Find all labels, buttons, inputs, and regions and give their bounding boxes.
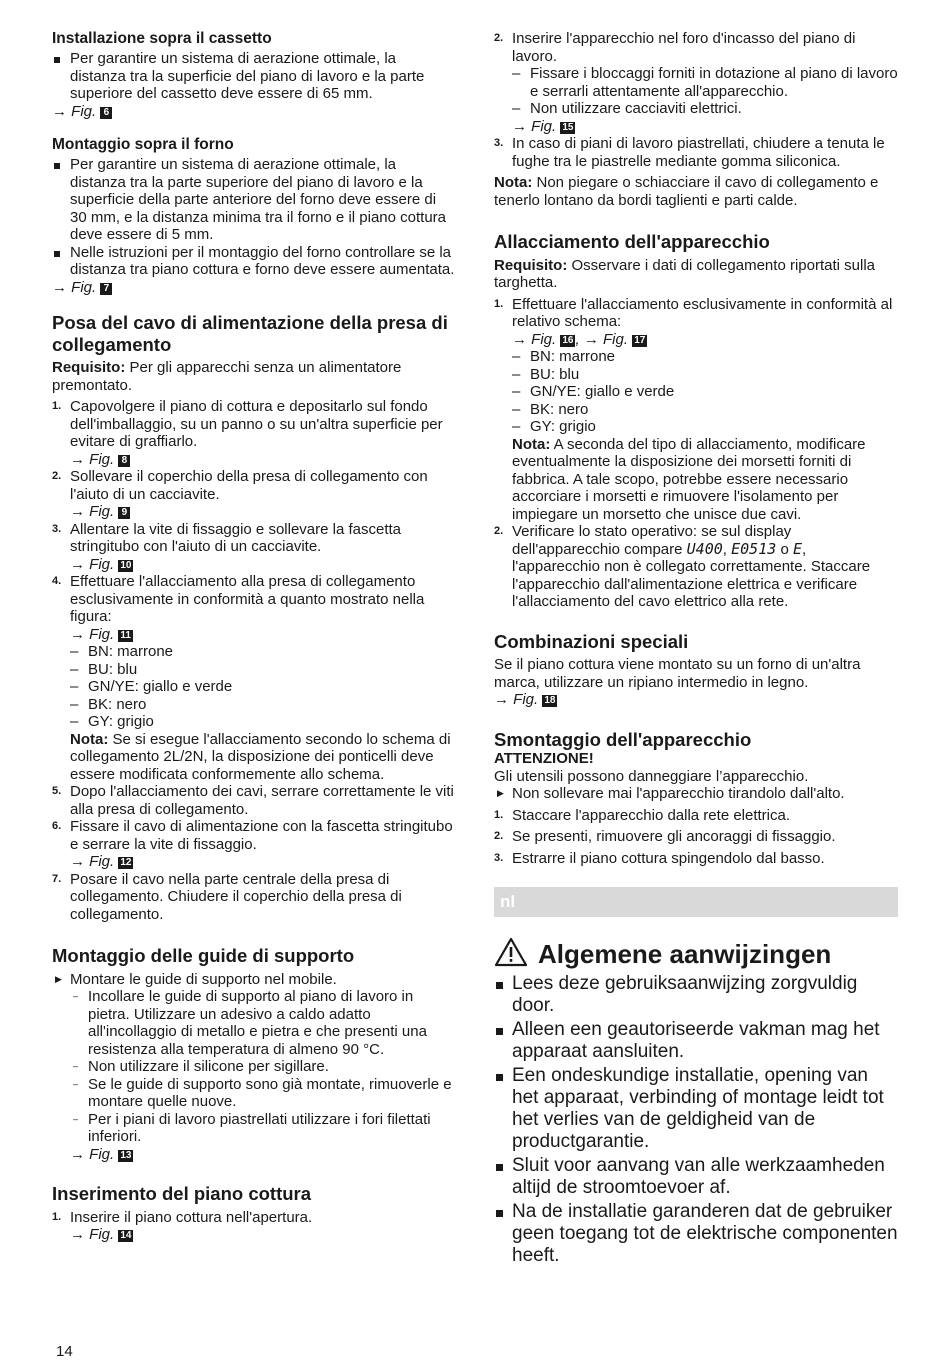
step-item: 2. Inserire l'apparecchio nel foro d'incasso del piano di lavoro. – Fissare i bloccaggi forniti in dotazione al piano di lavoro e serrarli attentamente all'apparecchio. – Non utilizzare cacciaviti elettrici. → Fig. 15 bbox=[494, 30, 898, 135]
section-montaggio-forno bbox=[52, 136, 456, 296]
bullet-item: Nelle istruzioni per il montaggio del forno controllare se la distanza tra piano cottura e forno deve essere aumentata. bbox=[52, 244, 456, 279]
step-item: 3. In caso di piani di lavoro piastrellati, chiudere a tenuta le fughe tra le piastrelle mediante gomma siliconica. bbox=[494, 135, 885, 170]
right-column bbox=[494, 30, 898, 1269]
square-bullet-icon bbox=[496, 1164, 503, 1171]
left-column bbox=[52, 30, 456, 1260]
bullet-item: Per garantire un sistema di aerazione ottimale, la distanza tra la superficie del piano di lavoro e la parte superiore del cassetto deve essere di 65 mm. bbox=[52, 50, 456, 103]
display-code: E0513 bbox=[731, 539, 777, 558]
section-heading: Montaggio delle guide di supporto bbox=[52, 945, 355, 966]
square-bullet-icon bbox=[496, 982, 503, 989]
section-heading: Inserimento del piano cottura bbox=[52, 1183, 312, 1204]
section-heading: Posa del cavo di alimentazione della presa di collegamento bbox=[52, 312, 448, 355]
language-bar bbox=[494, 887, 898, 917]
step-item: 6. Fissare il cavo di alimentazione con la fascetta stringitubo e serrare la vite di fissaggio. → Fig. 12 bbox=[52, 818, 456, 871]
warning-text: Gli utensili possono danneggiare l’apparecchio. bbox=[494, 767, 809, 785]
wire-color-item: – GY: grigio bbox=[70, 713, 154, 730]
detail-item: – Non utilizzare cacciaviti elettrici. bbox=[512, 100, 742, 117]
nl-bullet-item: Lees deze gebruiksaanwijzing zorgvuldig door. bbox=[494, 973, 898, 1017]
triangle-bullet-icon: ▶ bbox=[55, 973, 62, 984]
detail-item: – Incollare le guide di supporto al piano di lavoro in pietra. Utilizzare un adesivo a caldo adatto all'incollaggio di metallo e pietra e che presenti una resistenza alla temperatura di almeno 90 °C. bbox=[73, 988, 427, 1058]
figure-reference: → Fig. 11 bbox=[70, 625, 131, 643]
figure-number-badge: 7 bbox=[100, 283, 112, 295]
section-inserimento bbox=[52, 1183, 456, 1244]
section-combinazioni: Combinazioni speciali Se il piano cottura viene montato su un forno di un'altra marca, utilizzare un ripiano intermedio in legno. → Fig. 18 bbox=[494, 631, 898, 709]
step-item: 1. Staccare l'apparecchio dalla rete elettrica. bbox=[494, 806, 791, 824]
wire-color-item: – BU: blu bbox=[70, 660, 138, 678]
section-installazione-cassetto bbox=[52, 30, 456, 120]
square-bullet-icon bbox=[54, 251, 60, 257]
section-heading: Montaggio sopra il forno bbox=[52, 136, 234, 153]
figure-reference: → Fig. 9 bbox=[70, 503, 456, 521]
requirement: Requisito: Osservare i dati di collegamento riportati sulla targhetta. bbox=[494, 256, 875, 291]
step-item: 2. Sollevare il coperchio della presa di collegamento con l'aiuto di un cacciavite. → Fig. 9 bbox=[52, 468, 456, 521]
section-guide-supporto bbox=[52, 945, 456, 1163]
step-item: 3. Allentare la vite di fissaggio e sollevare la fascetta stringitubo con l'aiuto di un cacciavite. → Fig. 10 bbox=[52, 521, 456, 574]
requirement: Requisito: Per gli apparecchi senza un alimentatore premontato. bbox=[52, 359, 402, 394]
figure-reference: → Fig. 13 bbox=[70, 1145, 132, 1163]
figure-reference: → Fig. 12 bbox=[70, 853, 132, 870]
step-item: 1. Effettuare l'allacciamento esclusivamente in conformità al relativo schema: → Fig. 16 , → Fig. 17 – BN: marrone – BU: blu – GN/YE: giallo e verde – BK: nero – GY: grigio Nota: A seconda del tipo di allacciamento, modificare eventualmente la disposizione dei morsetti forniti di fabbrica. A tale scopo, potrebbe essere necessario accorciare i morsetti e rimuovere l'isolamento per impiegare un morsetto che unisce due cavi. bbox=[494, 296, 898, 524]
section-heading: Combinazioni speciali bbox=[494, 630, 689, 652]
action-item: ▶ Non sollevare mai l'apparecchio tirandolo dall'alto. bbox=[497, 785, 845, 802]
nl-bullet-item: Na de installatie garanderen dat de gebruiker geen toegang tot de elektrische componenten heeft. bbox=[494, 1201, 898, 1267]
detail-item: – Non utilizzare il silicone per sigillare. bbox=[73, 1058, 329, 1075]
wire-color-item: – GN/YE: giallo e verde bbox=[70, 678, 233, 695]
wire-color-item: – BK: nero bbox=[512, 400, 589, 418]
warning-triangle-icon bbox=[494, 937, 528, 967]
figure-reference: → Fig. 6 bbox=[52, 103, 456, 121]
language-code: nl bbox=[500, 892, 516, 911]
warning-label: ATTENZIONE! bbox=[494, 750, 594, 767]
wire-color-item: – BU: blu bbox=[512, 365, 580, 383]
square-bullet-icon bbox=[54, 57, 60, 63]
figure-number-badge: 6 bbox=[100, 107, 112, 119]
section-heading: Installazione sopra il cassetto bbox=[52, 30, 272, 47]
figure-reference: → Fig. 15 bbox=[512, 117, 574, 135]
display-code: E bbox=[792, 539, 802, 558]
detail-item: – Se le guide di supporto sono già montate, rimuoverle e montare quelle nuove. bbox=[73, 1075, 452, 1110]
step-item: 7. Posare il cavo nella parte centrale della presa di collegamento. Chiudere il coperchio della presa di collegamento. bbox=[52, 870, 402, 923]
nl-heading: Algemene aanwijzingen bbox=[494, 939, 898, 969]
figure-reference: → Fig. 10 bbox=[70, 555, 132, 573]
page-number: 14 bbox=[56, 1343, 73, 1360]
detail-item: – Fissare i bloccaggi forniti in dotazione al piano di lavoro e serrarli attentamente all'apparecchio. bbox=[512, 65, 898, 100]
step-item: 1. Capovolgere il piano di cottura e depositarlo sul fondo dell'imballaggio, su un panno o su un'altra superficie per evitare di graffiarlo. → Fig. 8 bbox=[52, 398, 456, 468]
section-allacciamento bbox=[494, 231, 898, 611]
section-smontaggio bbox=[494, 729, 898, 868]
figure-reference: → Fig. 18 bbox=[494, 691, 556, 708]
figure-reference: → Fig. 8 bbox=[70, 451, 456, 469]
wire-color-item: – BK: nero bbox=[70, 695, 147, 713]
wire-color-item: – GY: grigio bbox=[512, 418, 596, 435]
note: Nota: Se si esegue l'allacciamento secondo lo schema di collegamento 2L/2N, la disposizione dei ponticelli deve essere modificata conformemente allo schema. bbox=[70, 730, 451, 783]
section-heading: Allacciamento dell'apparecchio bbox=[494, 231, 770, 252]
wire-color-item: – BN: marrone bbox=[512, 348, 616, 365]
nl-bullet-item: Een ondeskundige installatie, opening van het apparaat, verbinding of montage leidt tot het verlies van de geldigheid van de productgarantie. bbox=[494, 1065, 898, 1153]
section-posa-cavo bbox=[52, 312, 456, 923]
figure-reference: → Fig. 14 bbox=[70, 1226, 132, 1243]
wire-color-item: – BN: marrone bbox=[70, 643, 174, 660]
nl-bullet-item: Sluit voor aanvang van alle werkzaamheden altijd de stroomtoevoer af. bbox=[494, 1155, 898, 1199]
section-inserimento-cont bbox=[494, 30, 898, 209]
display-code: U400 bbox=[686, 539, 723, 558]
note: Nota: A seconda del tipo di allacciamento, modificare eventualmente la disposizione dei morsetti forniti di fabbrica. A tale scopo, potrebbe essere necessario accorciare i morsetti e rimuovere l'isolamento per impiegare un morsetto che unisce due cavi. bbox=[512, 435, 866, 523]
step-item: 2. Se presenti, rimuovere gli ancoraggi di fissaggio. bbox=[494, 828, 836, 845]
wire-color-item: – GN/YE: giallo e verde bbox=[512, 383, 675, 400]
step-item: 3. Estrarre il piano cottura spingendolo dal basso. bbox=[494, 849, 825, 867]
square-bullet-icon bbox=[496, 1028, 503, 1035]
figure-reference: → Fig. 16 , → Fig. 17 bbox=[512, 330, 646, 348]
square-bullet-icon bbox=[54, 163, 60, 169]
step-item: 4. Effettuare l'allacciamento alla presa di collegamento esclusivamente in conformità a quanto mostrato nella figura: → Fig. 11 – BN: marrone – BU: blu – GN/YE: giallo e verde – BK: nero – GY: grigio Nota: Se si esegue l'allacciamento secondo lo schema di collegamento 2L/2N, la disposizione dei ponticelli deve essere modificata conformemente allo schema. bbox=[52, 573, 456, 783]
step-item: 1. Inserire il piano cottura nell'apertura. → Fig. 14 bbox=[52, 1209, 456, 1244]
detail-item: – Per i piani di lavoro piastrellati utilizzare i fori filettati inferiori. bbox=[73, 1110, 431, 1145]
nl-bullet-item: Alleen een geautoriseerde vakman mag het apparaat aansluiten. bbox=[494, 1019, 898, 1063]
figure-reference: → Fig. 7 bbox=[52, 279, 456, 297]
step-item: 2. Verificare lo stato operativo: se sul display dell'apparecchio compare U400, E0513 o E, l'apparecchio non è collegato correttamente. Staccare l'apparecchio dall'alimentazione elettrica e verificare l'allacciamento del cavo elettrico alla rete. bbox=[494, 523, 871, 610]
section-heading: Smontaggio dell'apparecchio bbox=[494, 728, 752, 750]
square-bullet-icon bbox=[496, 1210, 503, 1217]
step-item: 5. Dopo l'allacciamento dei cavi, serrare correttamente le viti alla presa di collegamento. bbox=[52, 783, 454, 818]
bullet-item: Per garantire un sistema di aerazione ottimale, la distanza tra la parte superiore del piano di lavoro e la superficie della parte anteriore del forno deve essere di 30 mm, e la distanza minima tra il forno e il piano cottura deve essere di 5 mm. bbox=[52, 156, 456, 244]
square-bullet-icon bbox=[496, 1074, 503, 1081]
note: Nota: Non piegare o schiacciare il cavo di collegamento e tenerlo lontano da bordi taglienti e parti calde. bbox=[494, 174, 879, 209]
action-item: ▶ Montare le guide di supporto nel mobile. – Incollare le guide di supporto al piano di lavoro in pietra. Utilizzare un adesivo a caldo adatto all'incollaggio di metallo e pietra e che presenti una resistenza alla temperatura di almeno 90 °C. – Non utilizzare il silicone per sigillare. – Se le guide di supporto sono già montate, rimuoverle e montare quelle nuove. – Per i piani di lavoro piastrellati utilizzare i fori filettati inferiori. → Fig. 13 bbox=[52, 971, 456, 1164]
triangle-bullet-icon: ▶ bbox=[497, 788, 504, 798]
